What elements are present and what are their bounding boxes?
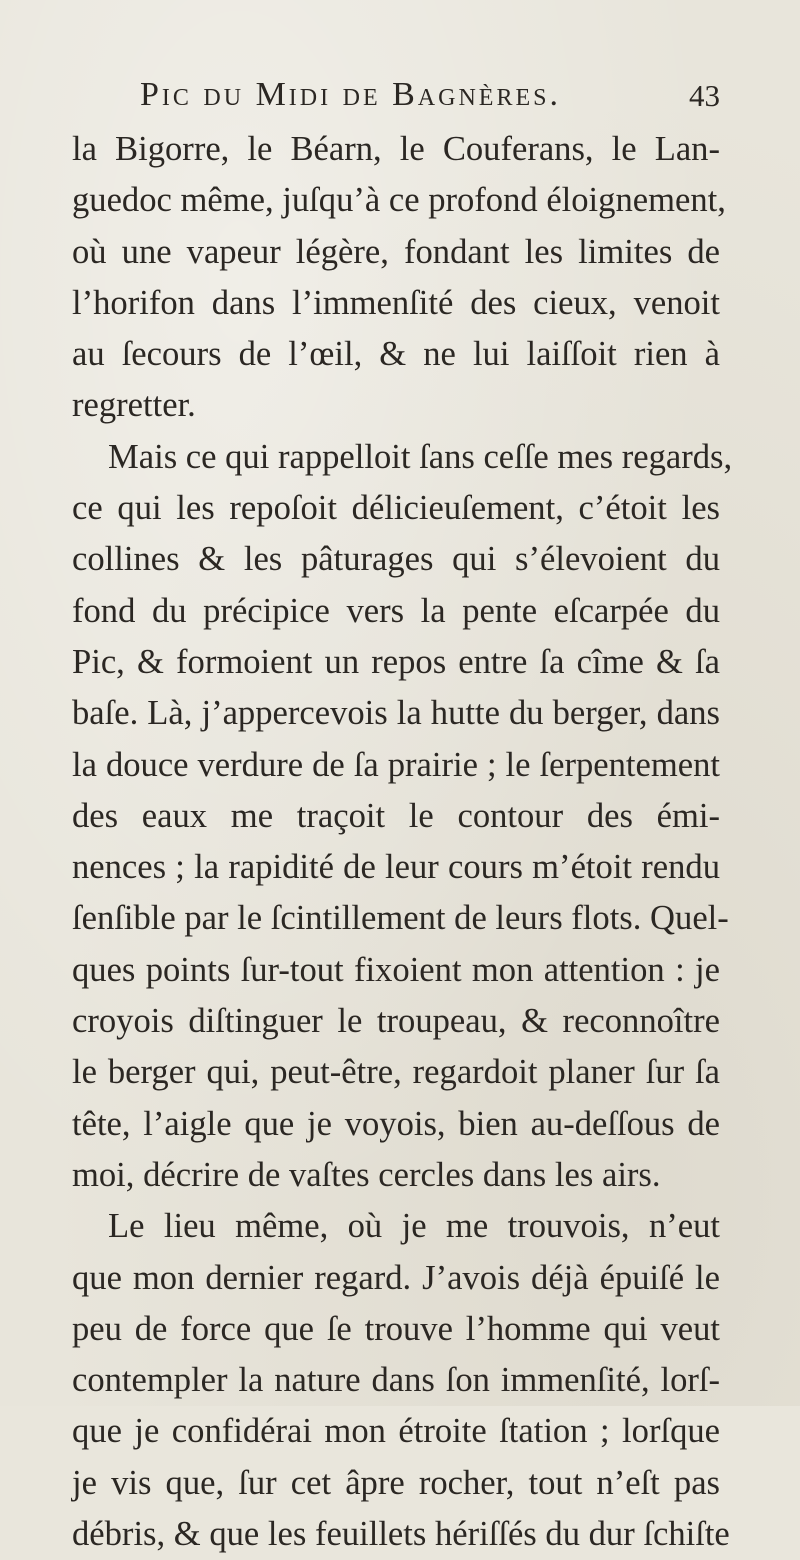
text-line: que je confidérai mon étroite ſtation ; lorſque — [72, 1412, 720, 1451]
text-line: Mais ce qui rappelloit ſans ceſſe mes regards, — [108, 437, 733, 476]
text-line: ce qui les repoſoit délicieuſement, c’étoit les — [72, 489, 720, 528]
text-line: la Bigorre, le Béarn, le Couferans, le Lan- — [72, 130, 720, 168]
text-line: la douce verdure de ſa prairie ; le ſerpentement — [72, 745, 720, 784]
text-line: baſe. Là, j’appercevois la hutte du berger, dans — [72, 694, 720, 733]
text-line: fond du précipice vers la pente eſcarpée du — [72, 591, 720, 630]
text-line: que mon dernier regard. J’avois déjà épuiſé le — [72, 1258, 720, 1297]
text-line: contempler la nature dans ſon immenſité, lorſ- — [72, 1361, 720, 1400]
text-line: ſenſible par le ſcintillement de leurs flots. Quel- — [72, 899, 729, 938]
text-line: regretter. — [72, 386, 196, 425]
text-line: Pic, & formoient un repos entre ſa cîme & ſa — [72, 642, 720, 681]
text-line: le berger qui, peut-être, regardoit planer ſur ſa — [72, 1053, 720, 1092]
text-line: l’horifon dans l’immenſité des cieux, venoit — [72, 283, 720, 322]
text-line: Le lieu même, où je me trouvois, n’eut — [108, 1207, 720, 1246]
text-line: tête, l’aigle que je voyois, bien au-deſſous de — [72, 1104, 720, 1143]
text-line: débris, & que les feuillets hériſſés du dur ſchiſte — [72, 1515, 730, 1554]
page-header — [140, 76, 720, 120]
text-line: croyois diſtinguer le troupeau, & reconnoître — [72, 1002, 720, 1041]
text-line: peu de force que ſe trouve l’homme qui veut — [72, 1309, 720, 1348]
text-line: des eaux me traçoit le contour des émi- — [72, 796, 720, 835]
text-line: guedoc même, juſqu’à ce profond éloignement, — [72, 181, 726, 220]
page-number: 43 — [689, 78, 720, 113]
text-line: ques points ſur-tout fixoient mon attention : je — [72, 950, 720, 989]
text-line: où une vapeur légère, fondant les limites de — [72, 232, 720, 271]
text-line: collines & les pâturages qui s’élevoient du — [72, 540, 720, 579]
text-line: nences ; la rapidité de leur cours m’étoit rendu — [72, 848, 720, 887]
running-head: Pic du Midi de Bagnères. — [140, 76, 561, 113]
body-text — [72, 124, 733, 1560]
text-line: je vis que, ſur cet âpre rocher, tout n’eſt pas — [72, 1463, 720, 1502]
text-line: au ſecours de l’œil, & ne lui laiſſoit rien à — [72, 335, 720, 374]
text-line: moi, décrire de vaſtes cercles dans les airs. — [72, 1155, 661, 1194]
